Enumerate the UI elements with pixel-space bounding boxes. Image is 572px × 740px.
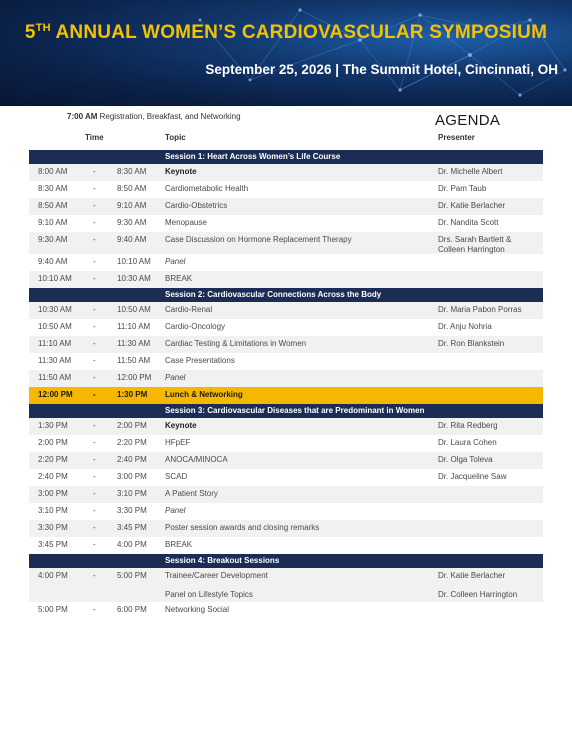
registration-line	[67, 112, 241, 121]
topic: BREAK	[165, 540, 193, 549]
end-time: 3:30 PM	[117, 506, 147, 515]
presenter: Drs. Sarah Bartlett &	[438, 235, 512, 244]
presenter: Dr. Maria Pabon Porras	[438, 305, 522, 314]
time-separator: -	[93, 167, 96, 176]
end-time: 12:00 PM	[117, 373, 152, 382]
start-time: 3:30 PM	[38, 523, 68, 532]
event-date-location: September 25, 2026 | The Summit Hotel, Cincinnati, OH	[205, 62, 558, 77]
start-time: 2:40 PM	[38, 472, 68, 481]
topic: Cardiometabolic Health	[165, 184, 249, 193]
start-time: 2:00 PM	[38, 438, 68, 447]
presenter: Dr. Michelle Albert	[438, 167, 503, 176]
agenda-row	[29, 271, 543, 288]
start-time: 3:10 PM	[38, 506, 68, 515]
agenda-row	[29, 370, 543, 387]
session-title: Session 3: Cardiovascular Diseases that are Predominant in Women	[165, 406, 425, 415]
topic: BREAK	[165, 274, 193, 283]
agenda-row	[29, 319, 543, 336]
lunch-row	[29, 387, 543, 404]
end-time: 3:45 PM	[117, 523, 147, 532]
topic: A Patient Story	[165, 489, 218, 498]
time-separator: -	[93, 373, 96, 382]
presenter: Dr. Olga Toleva	[438, 455, 493, 464]
end-time: 10:50 AM	[117, 305, 151, 314]
time-separator: -	[93, 184, 96, 193]
time-separator: -	[93, 472, 96, 481]
topic: Panel	[165, 373, 186, 382]
agenda-row	[29, 254, 543, 271]
session-header-row	[29, 150, 543, 164]
agenda-row	[29, 302, 543, 319]
time-separator: -	[93, 235, 96, 244]
agenda-heading: AGENDA	[435, 112, 501, 129]
topic: Lunch & Networking	[165, 390, 243, 399]
presenter-second: Dr. Colleen Harrington	[438, 590, 518, 599]
topic: Keynote	[165, 167, 197, 176]
start-time: 10:30 AM	[38, 305, 72, 314]
presenter: Dr. Ron Blankstein	[438, 339, 505, 348]
topic: Poster session awards and closing remarks	[165, 523, 320, 532]
agenda-table	[29, 150, 543, 619]
time-separator: -	[93, 322, 96, 331]
header-banner	[0, 0, 572, 106]
start-time: 11:10 AM	[38, 339, 72, 348]
end-time: 9:10 AM	[117, 201, 147, 210]
time-separator: -	[93, 356, 96, 365]
agenda-row	[29, 418, 543, 435]
end-time: 3:10 PM	[117, 489, 147, 498]
time-separator: -	[93, 218, 96, 227]
presenter: Dr. Jacqueline Saw	[438, 472, 507, 481]
topic: Keynote	[165, 421, 197, 430]
agenda-row	[29, 232, 543, 254]
end-time: 10:10 AM	[117, 257, 151, 266]
agenda-row	[29, 181, 543, 198]
end-time: 2:40 PM	[117, 455, 147, 464]
start-time: 2:20 PM	[38, 455, 68, 464]
topic: Cardiac Testing & Limitations in Women	[165, 339, 307, 348]
end-time: 9:30 AM	[117, 218, 147, 227]
start-time: 9:10 AM	[38, 218, 68, 227]
topic: Cardio-Obstetrics	[165, 201, 228, 210]
presenter: Dr. Anju Nohria	[438, 322, 492, 331]
presenter: Dr. Rita Redberg	[438, 421, 498, 430]
end-time: 11:30 AM	[117, 339, 151, 348]
time-separator: -	[93, 421, 96, 430]
start-time: 8:50 AM	[38, 201, 68, 210]
time-separator: -	[93, 571, 96, 580]
agenda-row	[29, 336, 543, 353]
start-time: 9:40 AM	[38, 257, 68, 266]
start-time: 12:00 PM	[38, 390, 73, 399]
agenda-row	[29, 486, 543, 503]
end-time: 11:50 AM	[117, 356, 151, 365]
agenda-row	[29, 602, 543, 619]
topic-second: Panel on Lifestyle Topics	[165, 590, 253, 599]
start-time: 9:30 AM	[38, 235, 68, 244]
time-separator: -	[93, 455, 96, 464]
topic: ANOCA/MINOCA	[165, 455, 228, 464]
agenda-row	[29, 215, 543, 232]
agenda-row	[29, 469, 543, 486]
agenda-row	[29, 164, 543, 181]
end-time: 8:30 AM	[117, 167, 147, 176]
network-graphic	[0, 0, 572, 106]
session-title: Session 4: Breakout Sessions	[165, 556, 280, 565]
presenter: Dr. Pam Taub	[438, 184, 487, 193]
presenter-line-2: Colleen Harrington	[438, 245, 505, 254]
time-separator: -	[93, 540, 96, 549]
column-topic: Topic	[165, 133, 186, 142]
start-time: 11:50 AM	[38, 373, 72, 382]
start-time: 8:00 AM	[38, 167, 68, 176]
agenda-row	[29, 198, 543, 215]
start-time: 3:45 PM	[38, 540, 68, 549]
topic: Case Discussion on Hormone Replacement Therapy	[165, 235, 352, 244]
session-header-row	[29, 288, 543, 302]
symposium-title: 5TH ANNUAL WOMEN’S CARDIOVASCULAR SYMPOSIUM	[24, 22, 548, 43]
start-time: 11:30 AM	[38, 356, 72, 365]
time-separator: -	[93, 605, 96, 614]
topic: Trainee/Career Development	[165, 571, 268, 580]
column-presenter: Presenter	[438, 133, 475, 142]
topic: Case Presentations	[165, 356, 235, 365]
start-time: 10:50 AM	[38, 322, 72, 331]
end-time: 2:20 PM	[117, 438, 147, 447]
session-header-row	[29, 404, 543, 418]
topic: Panel	[165, 506, 186, 515]
end-time: 4:00 PM	[117, 540, 147, 549]
topic: Networking Social	[165, 605, 230, 614]
column-headers	[0, 133, 572, 145]
registration-time: 7:00 AM	[67, 112, 98, 121]
session-title: Session 2: Cardiovascular Connections Across the Body	[165, 290, 382, 299]
time-separator: -	[93, 438, 96, 447]
presenter: Dr. Nandita Scott	[438, 218, 499, 227]
end-time: 10:30 AM	[117, 274, 151, 283]
agenda-row	[29, 537, 543, 554]
agenda-row	[29, 503, 543, 520]
start-time: 4:00 PM	[38, 571, 68, 580]
time-separator: -	[93, 305, 96, 314]
topic: Cardio-Renal	[165, 305, 213, 314]
start-time: 8:30 AM	[38, 184, 68, 193]
end-time: 2:00 PM	[117, 421, 147, 430]
end-time: 11:10 AM	[117, 322, 151, 331]
agenda-row	[29, 568, 543, 602]
end-time: 5:00 PM	[117, 571, 147, 580]
start-time: 1:30 PM	[38, 421, 68, 430]
time-separator: -	[93, 339, 96, 348]
topic: HFpEF	[165, 438, 191, 447]
start-time: 5:00 PM	[38, 605, 68, 614]
agenda-row	[29, 520, 543, 537]
time-separator: -	[93, 257, 96, 266]
topic: Panel	[165, 257, 186, 266]
agenda-row	[29, 353, 543, 370]
column-time: Time	[85, 133, 104, 142]
presenter: Dr. Laura Cohen	[438, 438, 497, 447]
topic: SCAD	[165, 472, 188, 481]
agenda-row	[29, 435, 543, 452]
topic: Menopause	[165, 218, 207, 227]
end-time: 9:40 AM	[117, 235, 147, 244]
session-title: Session 1: Heart Across Women’s Life Course	[165, 152, 341, 161]
start-time: 3:00 PM	[38, 489, 68, 498]
time-separator: -	[93, 201, 96, 210]
session-header-row	[29, 554, 543, 568]
time-separator: -	[93, 274, 96, 283]
end-time: 3:00 PM	[117, 472, 147, 481]
presenter: Dr. Katie Berlacher	[438, 201, 506, 210]
start-time: 10:10 AM	[38, 274, 72, 283]
time-separator: -	[93, 523, 96, 532]
presenter: Dr. Katie Berlacher	[438, 571, 506, 580]
agenda-row	[29, 452, 543, 469]
topic: Cardio-Oncology	[165, 322, 226, 331]
time-separator: -	[93, 506, 96, 515]
end-time: 6:00 PM	[117, 605, 147, 614]
time-separator: -	[93, 489, 96, 498]
end-time: 8:50 AM	[117, 184, 147, 193]
time-separator: -	[93, 390, 96, 399]
registration-text: Registration, Breakfast, and Networking	[97, 112, 241, 121]
end-time: 1:30 PM	[117, 390, 148, 399]
